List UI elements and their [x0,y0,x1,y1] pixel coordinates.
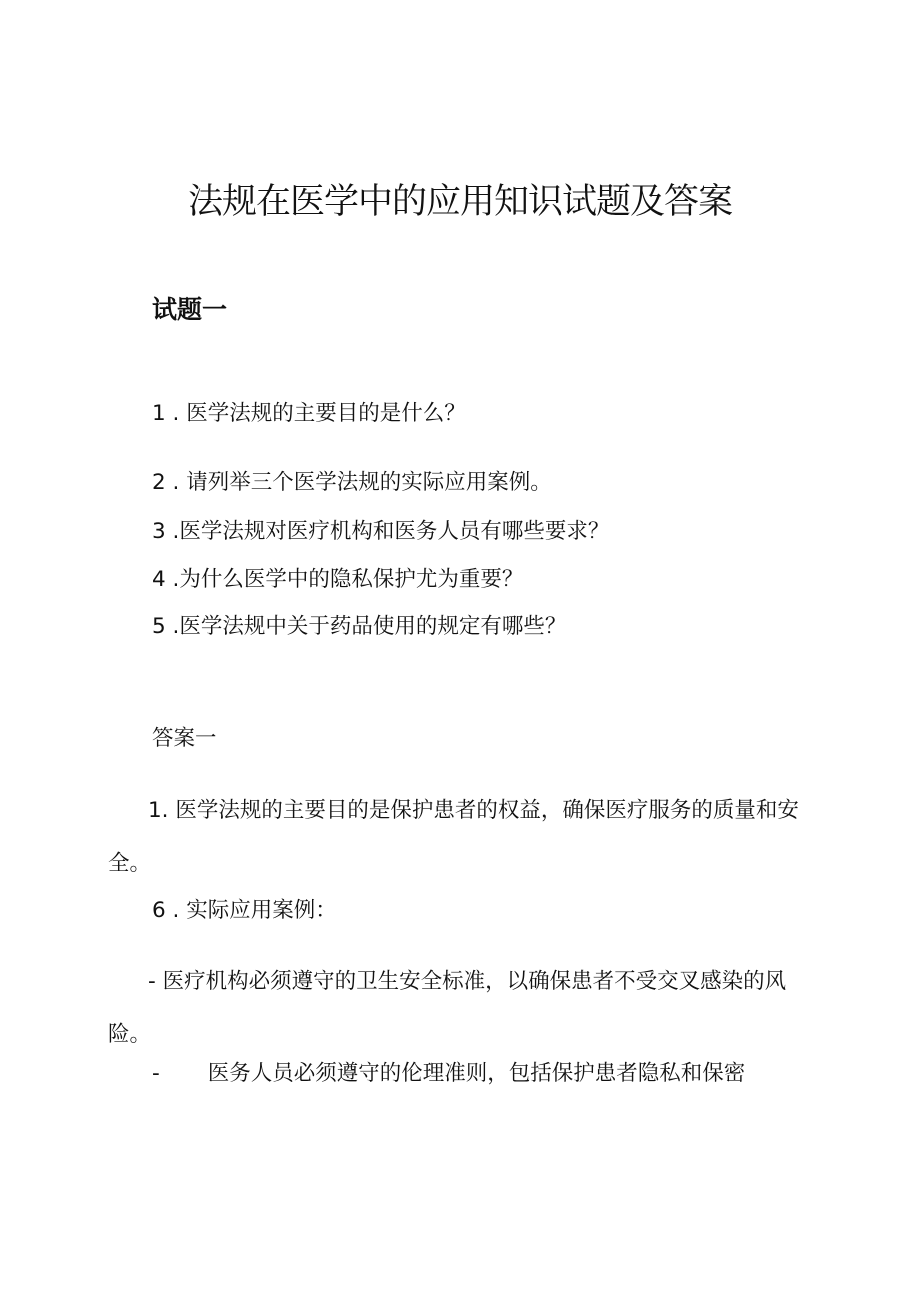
section-heading-answers: 答案一 [152,726,217,751]
question-item [152,397,466,431]
document-title: 法规在医学中的应用知识试题及答案 [187,182,732,222]
answer-bullet-1: - 医疗机构必须遵守的卫生安全标准，以确保患者不受交叉感染的风险。 [108,969,787,1047]
answer-number: 6 [152,898,166,923]
question-item [152,466,552,500]
question-text: . 请列举三个医学法规的实际应用案例。 [172,470,552,495]
bullet-dash: - [152,1061,160,1086]
question-number: 1 [152,401,166,426]
question-text: .医学法规中关于药品使用的规定有哪些？ [172,614,567,639]
question-number: 3 [152,519,166,544]
question-item [152,610,566,644]
answer-item-6 [152,894,337,928]
question-text: .为什么医学中的隐私保护尤为重要？ [172,567,524,592]
answer-text: . 实际应用案例： [172,898,337,923]
question-number: 4 [152,567,166,592]
answer-paragraph-1: 1. 医学法规的主要目的是保护患者的权益，确保医疗服务的质量和安全。 [108,798,799,876]
question-item [152,515,609,549]
question-text: .医学法规对医疗机构和医务人员有哪些要求？ [172,519,610,544]
question-number: 5 [152,614,166,639]
section-heading-questions: 试题一 [152,295,228,324]
question-number: 2 [152,470,166,495]
answer-bullet-2 [152,1057,745,1091]
question-text: . 医学法规的主要目的是什么？ [172,401,466,426]
bullet-text: 医务人员必须遵守的伦理准则，包括保护患者隐私和保密 [207,1061,746,1086]
question-item [152,563,523,597]
